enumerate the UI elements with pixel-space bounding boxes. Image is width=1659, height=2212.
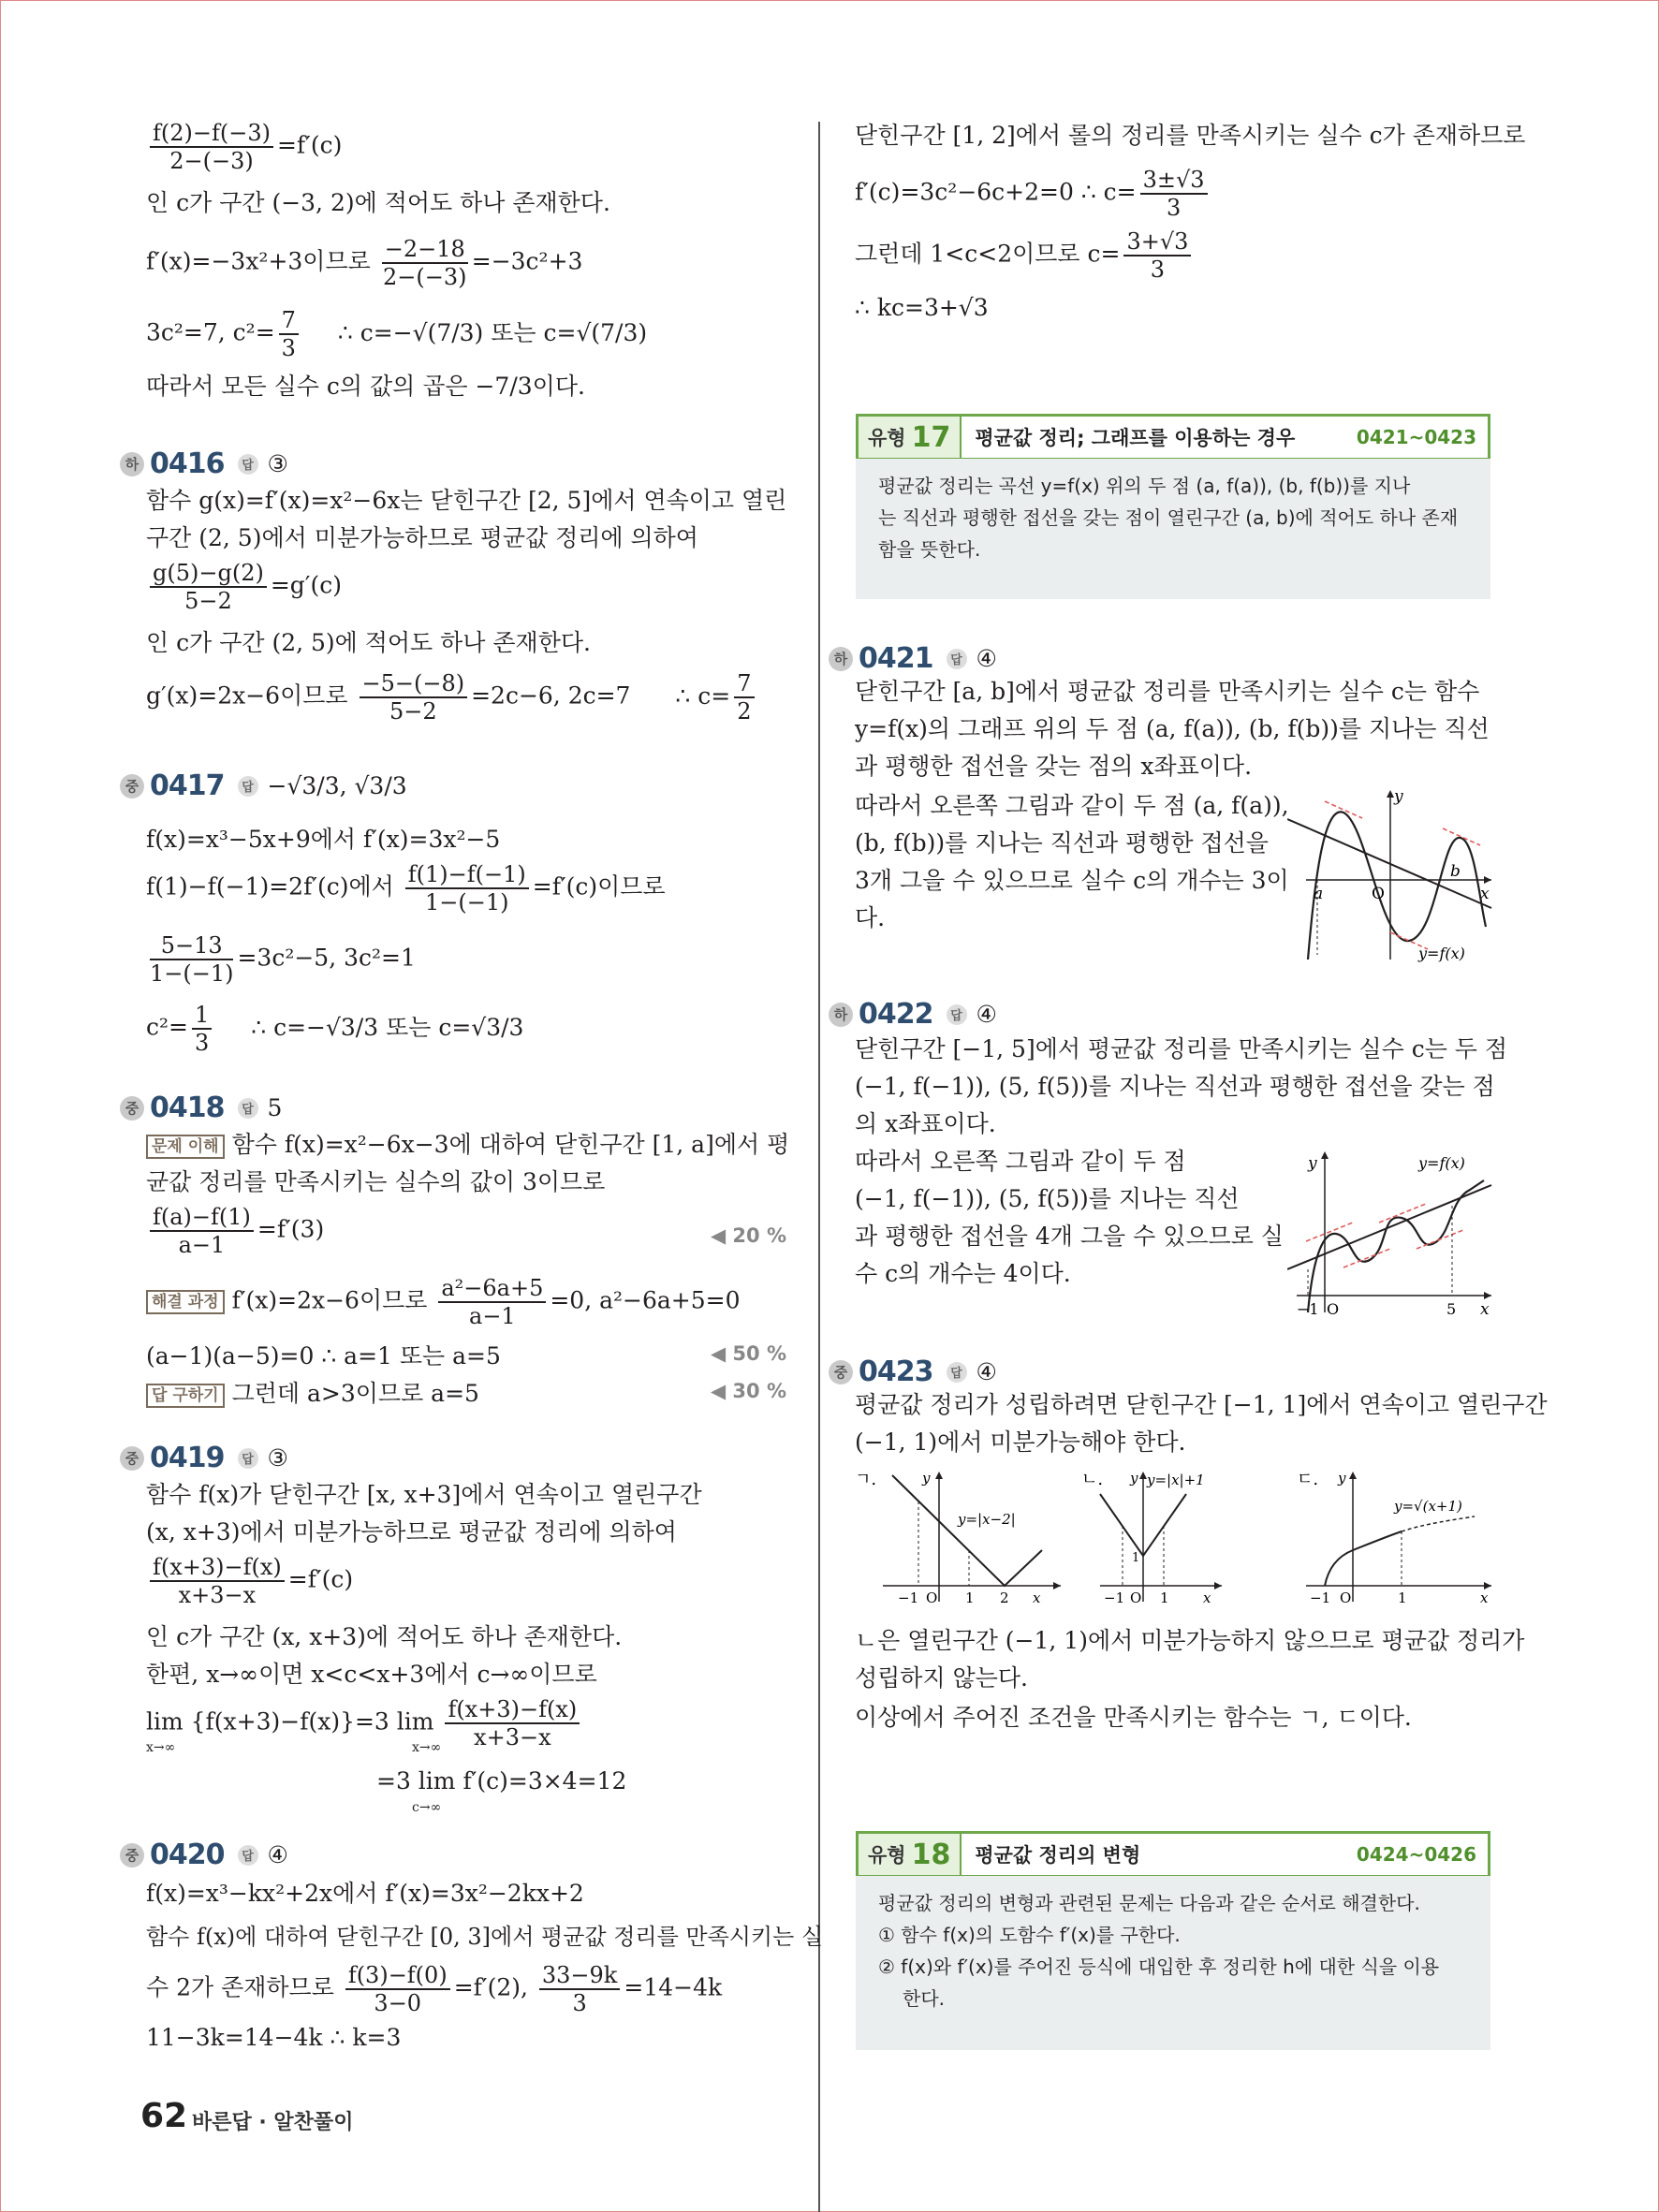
text-line: 답 구하기 그런데 a>3이므로 a=5 — [146, 1378, 479, 1410]
text-line: 닫힌구간 [1, 2]에서 롤의 정리를 만족시키는 실수 c가 존재하므로 — [855, 122, 1526, 149]
step-tag: 해결 과정 — [146, 1290, 225, 1314]
text-line: 한편, x→∞이면 x<c<x+3에서 c→∞이므로 — [146, 1661, 597, 1688]
tick-label: −1 — [1297, 1300, 1319, 1316]
text-line: 인 c가 구간 (x, x+3)에 적어도 하나 존재한다. — [146, 1623, 623, 1650]
column-divider — [818, 122, 820, 2212]
formula-line: 해결 과정 f′(x)=2x−6이므로 $\frac{\text{a²−6a+5}}{a-1}$ =0, a²−6a+5=0 — [146, 1275, 741, 1329]
axis-label-x: x — [1203, 1589, 1211, 1606]
text-line: 문제 이해 함수 f(x)=x²−6x−3에 대하여 닫힌구간 [1, a]에서 평 — [146, 1129, 789, 1161]
formula-line: f′(x)=−3x²+3이므로 $\frac{-2-18}{2-(-3)}$ =−3c²+3 — [146, 236, 583, 290]
formula-line: $\frac{f(a)-f(1)}{a-1}$ =f′(3) — [146, 1204, 324, 1258]
origin-label: O — [1340, 1589, 1352, 1606]
curve-label: y=f(x) — [1418, 945, 1465, 962]
question-header-0416 — [120, 447, 288, 480]
answer-tag: 답 — [947, 1362, 967, 1383]
answer: ③ — [267, 1444, 288, 1472]
formula-line: =3 lim f′(c)=3×4=12 — [376, 1767, 627, 1795]
text-line: (−1, 1)에서 미분가능해야 한다. — [855, 1428, 1186, 1456]
axis-label-y: y — [1394, 787, 1403, 806]
step-tag: 답 구하기 — [146, 1384, 225, 1408]
answer: ④ — [976, 1358, 997, 1385]
formula-line: $\frac{g(5)-g(2)}{5-2}$ =g′(c) — [146, 560, 342, 614]
text-line: 의 x좌표이다. — [855, 1110, 996, 1137]
type-label: 유형 17 — [859, 417, 962, 458]
question-number: 0423 — [859, 1355, 933, 1388]
level-badge: 중 — [120, 1843, 144, 1868]
text-line: 함수 g(x)=f′(x)=x²−6x는 닫힌구간 [2, 5]에서 연속이고 열린 — [146, 487, 787, 514]
type-17-header — [856, 414, 1490, 461]
text-line: (−1, f(−1)), (5, f(5))를 지나는 직선 — [855, 1185, 1240, 1212]
choice-mark: ㄱ. — [855, 1470, 877, 1489]
answer-tag: 답 — [238, 776, 258, 797]
text-line: (−1, f(−1)), (5, f(5))를 지나는 직선과 평행한 접선을 갖는 점 — [855, 1073, 1495, 1100]
point-label-a: a — [1314, 885, 1324, 903]
question-number: 0419 — [150, 1442, 225, 1474]
text-line: 닫힌구간 [a, b]에서 평균값 정리를 만족시키는 실수 c는 함수 — [855, 678, 1480, 705]
text-line: (x, x+3)에서 미분가능하므로 평균값 정리에 의하여 — [146, 1518, 677, 1545]
tick-label: −1 — [898, 1589, 919, 1606]
tick-label: 1 — [1398, 1589, 1407, 1606]
answer-tag: 답 — [947, 649, 967, 669]
graph-0423-c — [1297, 1466, 1493, 1606]
answer: −√3/3, √3/3 — [267, 772, 407, 799]
text-line: 균값 정리를 만족시키는 실수의 값이 3이므로 — [146, 1168, 606, 1195]
axis-label-y: y — [1338, 1470, 1346, 1487]
level-badge: 하 — [829, 1003, 853, 1027]
answer-tag: 답 — [238, 1845, 258, 1866]
formula-line: $\frac{f(2)-f(-3)}{2-(-3)}$ =f′(c) — [146, 120, 342, 174]
text-line: 따라서 오른쪽 그림과 같이 두 점 (a, f(a)), — [855, 792, 1289, 819]
type-title: 평균값 정리의 변형 — [975, 1844, 1141, 1867]
axis-label-y: y — [1308, 1154, 1317, 1173]
limit-subscript: x→∞ — [412, 1740, 442, 1755]
tick-label: 2 — [1000, 1589, 1009, 1606]
question-number: 0421 — [859, 642, 933, 675]
text-line: 닫힌구간 [−1, 5]에서 평균값 정리를 만족시키는 실수 c는 두 점 — [855, 1035, 1508, 1062]
type-18-body: 평균값 정리의 변형과 관련된 문제는 다음과 같은 순서로 해결한다. ① 함수 f(x)의 도함수 f′(x)를 구한다. ② f(x)와 f′(x)를 주어진 등식에 대입한 후 정리한 h에 대한 식을 이용 한다. — [856, 1876, 1490, 2050]
choice-mark: ㄷ. — [1297, 1470, 1319, 1489]
text-line: f(x)=x³−5x+9에서 f′(x)=3x²−5 — [146, 826, 501, 853]
axis-label-x: x — [1480, 1589, 1489, 1606]
answer-tag: 답 — [238, 454, 258, 475]
question-header-0417 — [120, 769, 407, 802]
graph-0423-b — [1081, 1466, 1283, 1606]
question-number: 0417 — [150, 769, 225, 802]
text-line: 과 평행한 접선을 갖는 점의 x좌표이다. — [855, 753, 1253, 780]
text-line: 과 평행한 접선을 4개 그을 수 있으므로 실 — [855, 1223, 1284, 1250]
question-header-0423 — [829, 1355, 997, 1388]
question-header-0418 — [120, 1091, 282, 1124]
graph-0421 — [1287, 786, 1493, 964]
score-percent: ◀ 20 % — [710, 1224, 786, 1247]
answer: ④ — [267, 1841, 288, 1868]
question-header-0422 — [829, 998, 997, 1031]
type-label: 유형 18 — [859, 1834, 962, 1875]
step-tag: 문제 이해 — [146, 1135, 225, 1159]
type-18-header — [856, 1831, 1490, 1878]
question-number: 0416 — [150, 447, 225, 480]
text-line: 인 c가 구간 (2, 5)에 적어도 하나 존재한다. — [146, 629, 591, 656]
text-line: 다. — [855, 904, 886, 931]
tick-label: −1 — [1310, 1589, 1331, 1606]
curve-label: y=|x−2| — [958, 1511, 1016, 1528]
answer: 5 — [267, 1094, 283, 1121]
formula-line: f(1)−f(−1)=2f′(c)에서 $\frac{f(1)-f(-1)}{1-(-1)}$ =f′(c)이므로 — [146, 861, 666, 916]
text-line: 함수 f(x)에 대하여 닫힌구간 [0, 3]에서 평균값 정리를 만족시키는 실 — [146, 1924, 824, 1950]
limit-subscript: x→∞ — [146, 1740, 176, 1755]
text-line: y=f(x)의 그래프 위의 두 점 (a, f(a)), (b, f(b))를 지나는 직선 — [855, 715, 1490, 742]
choice-mark: ㄴ. — [1081, 1470, 1104, 1489]
formula-line: 3c²=7, c²= $\frac{7}{3}$ ∴ c=−√(7/3) 또는 c=√(7/3) — [146, 307, 648, 361]
axis-label-x: x — [1033, 1589, 1041, 1606]
type-17-body: 평균값 정리는 곡선 y=f(x) 위의 두 점 (a, f(a)), (b, f(b))를 지나 는 직선과 평행한 접선을 갖는 점이 열린구간 (a, b)에 적어도 하나 존재 함을 뜻한다. — [856, 459, 1490, 599]
type-title: 평균값 정리; 그래프를 이용하는 경우 — [975, 427, 1296, 449]
text-line: f(x)=x³−kx²+2x에서 f′(x)=3x²−2kx+2 — [146, 1880, 584, 1907]
tick-label: −1 — [1104, 1589, 1125, 1606]
formula-line: 그런데 1<c<2이므로 c= $\frac{3+√3}{3}$ — [855, 228, 1195, 283]
formula-line: lim {f(x+3)−f(x)}=3 lim $\frac{f(x+3)-f(x)}{x+3-x}$ — [146, 1696, 583, 1751]
formula-line: $\frac{f(x+3)-f(x)}{x+3-x}$ =f′(c) — [146, 1554, 353, 1608]
origin-label: O — [926, 1589, 938, 1606]
text-line: 성립하지 않는다. — [855, 1664, 1028, 1692]
curve-label: y=f(x) — [1418, 1154, 1465, 1172]
type-range: 0424~0426 — [1356, 1843, 1476, 1866]
text-line: 수 c의 개수는 4이다. — [855, 1260, 1071, 1287]
question-number: 0418 — [150, 1091, 225, 1124]
answer: ④ — [976, 645, 997, 672]
formula-line: $\frac{5-13}{1-(-1)}$ =3c²−5, 3c²=1 — [150, 932, 416, 987]
answer-tag: 답 — [947, 1004, 967, 1025]
question-number: 0422 — [859, 998, 933, 1031]
text-line: 함수 f(x)가 닫힌구간 [x, x+3]에서 연속이고 열린구간 — [146, 1481, 702, 1508]
axis-label-x: x — [1480, 1300, 1490, 1316]
tick-label: 1 — [965, 1589, 975, 1606]
point-label-b: b — [1450, 862, 1461, 881]
text-line: 인 c가 구간 (−3, 2)에 적어도 하나 존재한다. — [146, 189, 610, 216]
type-range: 0421~0423 — [1356, 426, 1476, 448]
question-number: 0420 — [150, 1838, 225, 1871]
page-number: 62 — [140, 2097, 188, 2135]
level-badge: 하 — [120, 452, 144, 476]
level-badge: 중 — [120, 1446, 144, 1471]
text-line: 평균값 정리가 성립하려면 닫힌구간 [−1, 1]에서 연속이고 열린구간 — [855, 1391, 1548, 1418]
question-header-0421 — [829, 642, 997, 675]
level-badge: 하 — [829, 647, 853, 671]
limit-subscript: c→∞ — [412, 1800, 442, 1815]
origin-label: O — [1372, 885, 1385, 903]
level-badge: 중 — [120, 774, 144, 798]
curve-label: y=|x|+1 — [1147, 1472, 1205, 1488]
origin-label: O — [1130, 1589, 1142, 1606]
formula-line: 수 2가 존재하므로 $\frac{f(3)-f(0)}{3-0}$ =f′(2), $\frac{33-9k}{3}$ =14−4k — [146, 1962, 723, 2016]
text-line: 11−3k=14−4k ∴ k=3 — [146, 2024, 402, 2051]
answer-tag: 답 — [238, 1098, 258, 1119]
origin-label: O — [1327, 1300, 1340, 1316]
text-line: 이상에서 주어진 조건을 만족시키는 함수는 ㄱ, ㄷ이다. — [855, 1704, 1412, 1731]
text-line: ㄴ은 열린구간 (−1, 1)에서 미분가능하지 않으므로 평균값 정리가 — [855, 1627, 1525, 1654]
level-badge: 중 — [120, 1096, 144, 1121]
text-line: (b, f(b))를 지나는 직선과 평행한 접선을 — [855, 829, 1269, 857]
score-percent: ◀ 50 % — [710, 1342, 786, 1365]
text-line: 3개 그을 수 있으므로 실수 c의 개수는 3이 — [855, 867, 1289, 894]
question-header-0420 — [120, 1838, 288, 1871]
answer-tag: 답 — [238, 1448, 258, 1469]
level-badge: 중 — [829, 1360, 853, 1384]
text-line: 따라서 오른쪽 그림과 같이 두 점 — [855, 1148, 1186, 1175]
formula-line: c²= $\frac{1}{3}$ ∴ c=−√3/3 또는 c=√3/3 — [146, 1002, 524, 1056]
tick-label: 1 — [1160, 1589, 1169, 1606]
score-percent: ◀ 30 % — [710, 1380, 786, 1402]
text-line: 구간 (2, 5)에서 미분가능하므로 평균값 정리에 의하여 — [146, 524, 698, 551]
text-line: ∴ kc=3+√3 — [855, 294, 989, 321]
text-line: (a−1)(a−5)=0 ∴ a=1 또는 a=5 — [146, 1342, 501, 1370]
formula-line: f′(c)=3c²−6c+2=0 ∴ c= $\frac{3\pm√3}{3}$ — [855, 167, 1211, 221]
axis-label-y: y — [922, 1470, 931, 1487]
text-line: 따라서 모든 실수 c의 값의 곱은 −7/3이다. — [146, 373, 585, 400]
axis-label-y: y — [1130, 1470, 1138, 1487]
answer: ③ — [267, 450, 288, 477]
graph-0422 — [1287, 1148, 1493, 1316]
axis-label-x: x — [1480, 885, 1490, 903]
curve-label: y=√(x+1) — [1394, 1498, 1462, 1515]
answer: ④ — [976, 1001, 997, 1028]
tick-label: 1 — [1132, 1551, 1140, 1565]
question-header-0419 — [120, 1442, 288, 1474]
tick-label: 5 — [1446, 1300, 1457, 1316]
formula-line: g′(x)=2x−6이므로 $\frac{-5-(-8)}{5-2}$ =2c−6, 2c=7 ∴ c= $\frac{7}{2}$ — [146, 670, 758, 725]
footer-title: 바른답 · 알찬풀이 — [192, 2111, 354, 2134]
graph-0423-a — [855, 1466, 1065, 1606]
